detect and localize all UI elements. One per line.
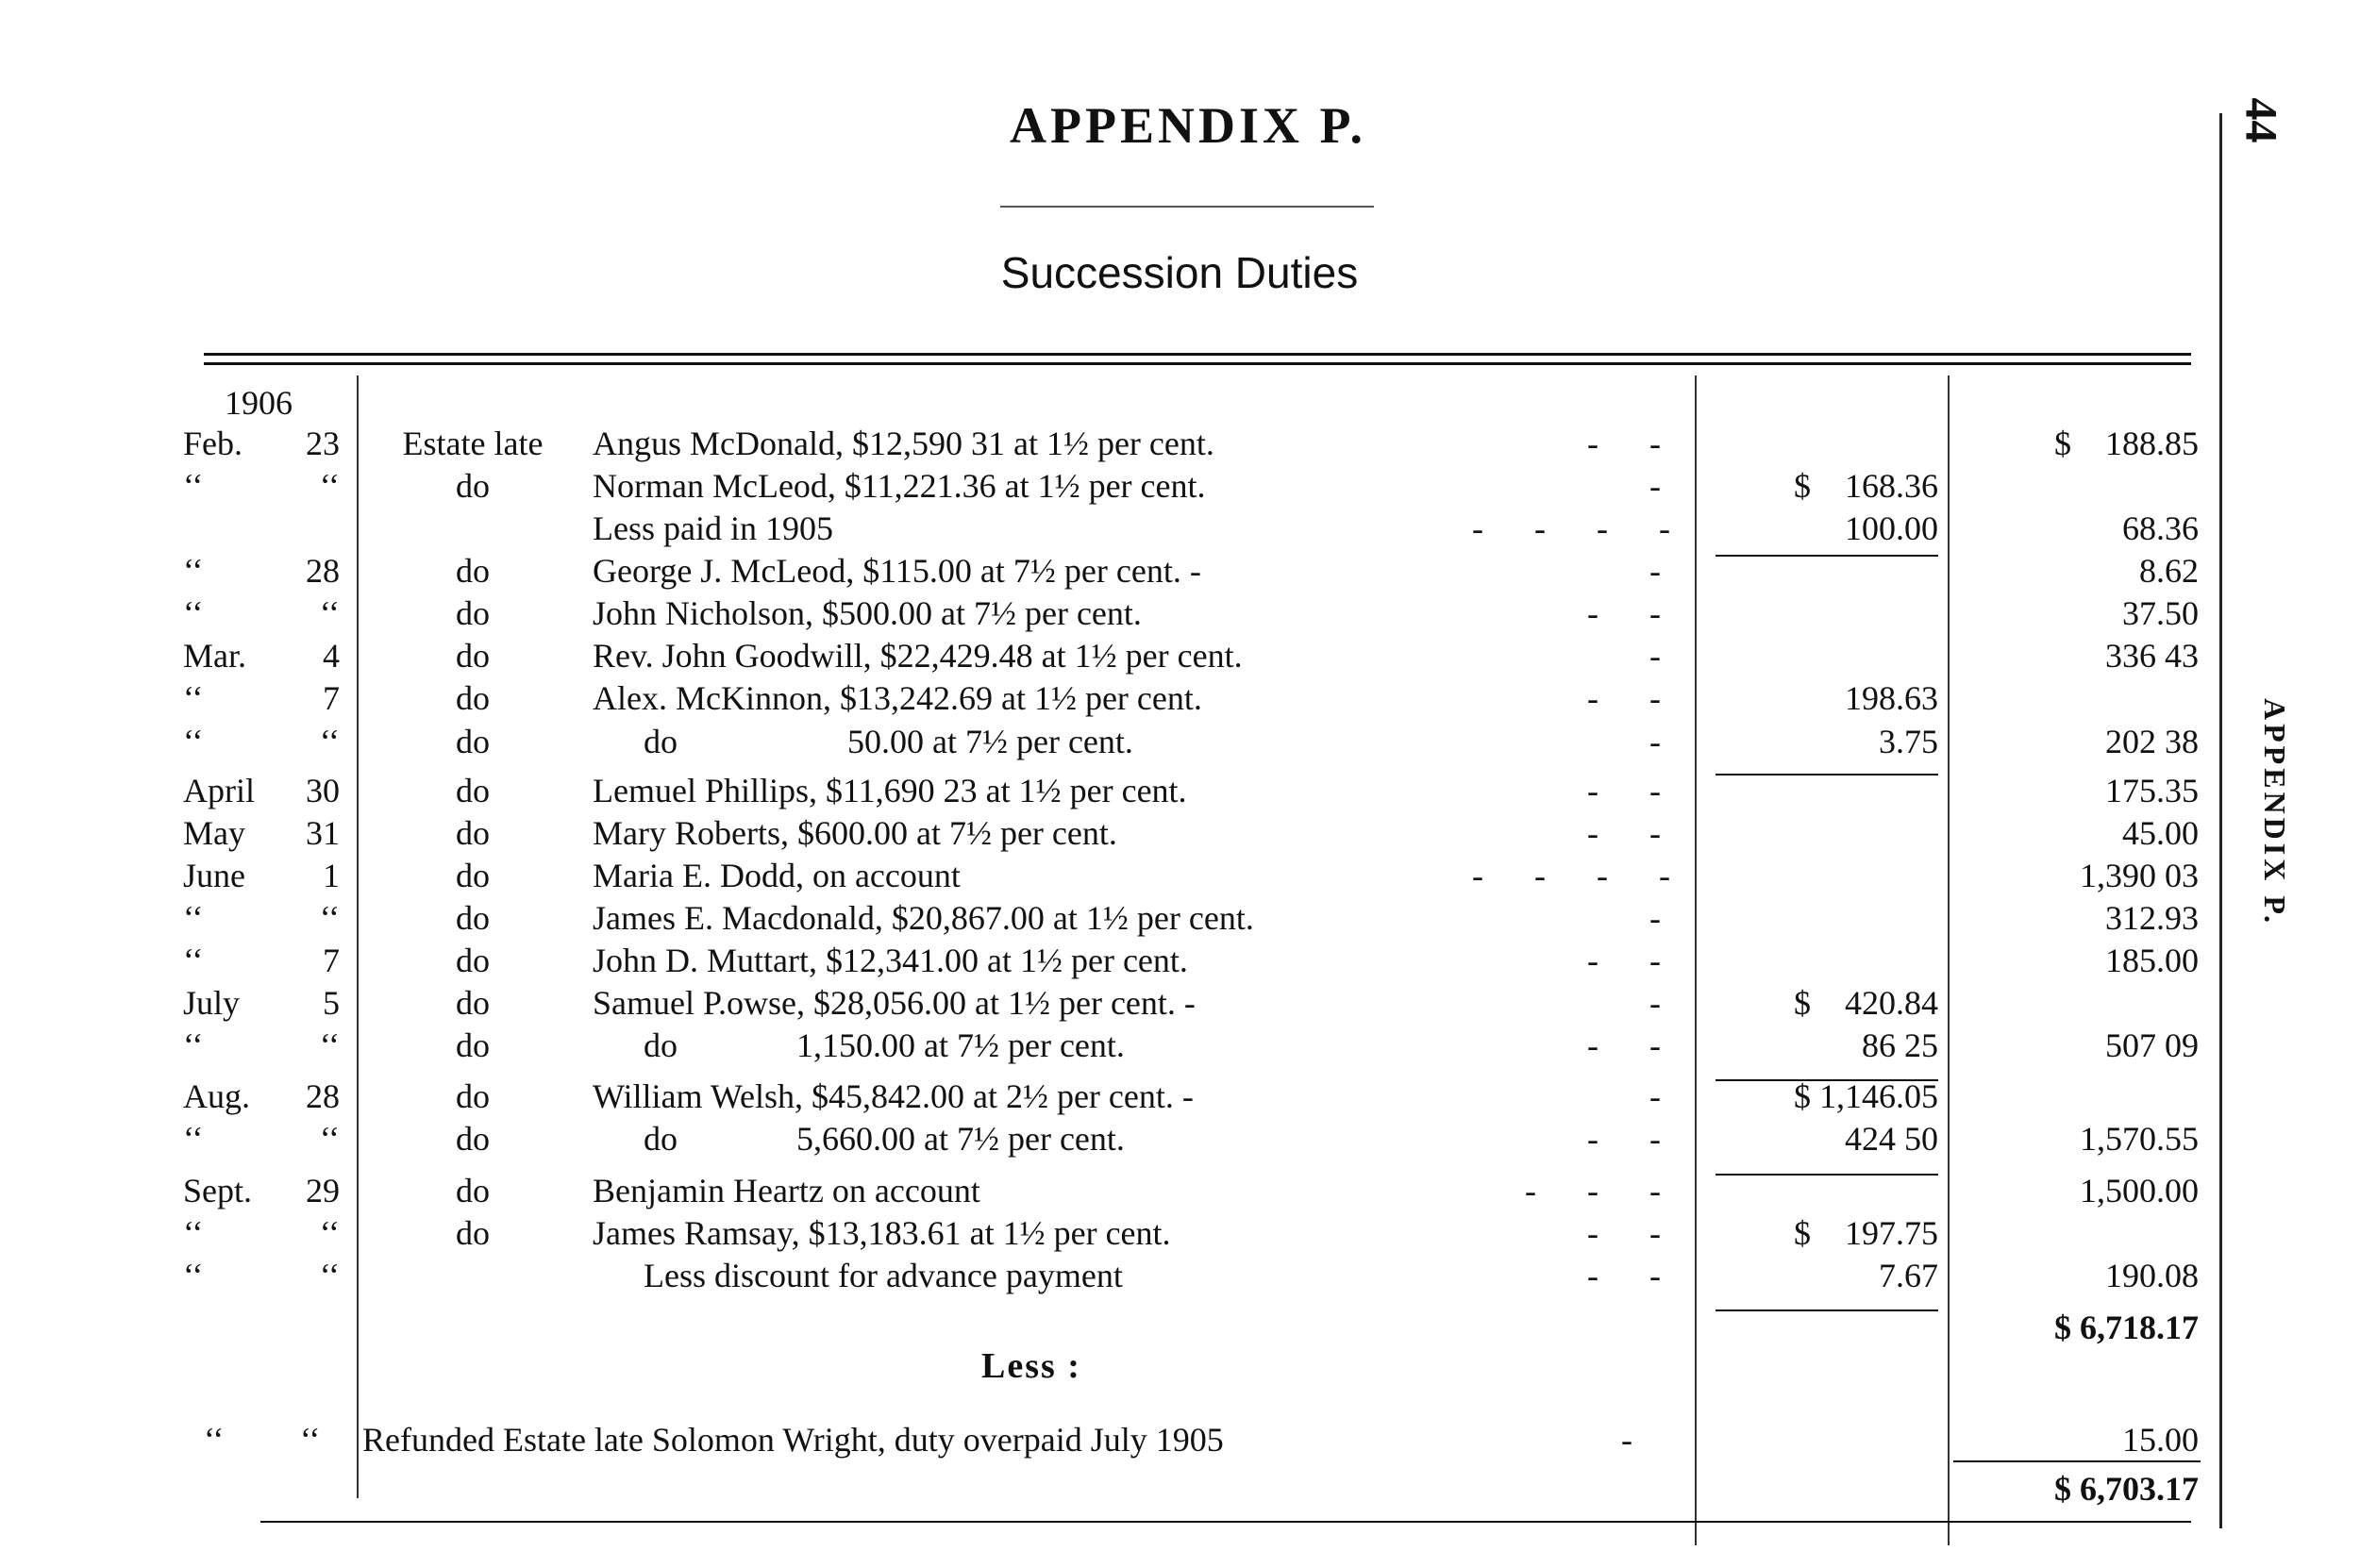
row-amount2: 175.35 — [2105, 772, 2199, 809]
ledger-year: 1906 — [225, 384, 293, 422]
row-amount2: 336 43 — [2105, 637, 2199, 675]
row-prefix: do — [456, 1214, 490, 1252]
row-dashes: - — [1649, 637, 1661, 675]
table-top-rule-2 — [204, 362, 2191, 365]
row-prefix: do — [456, 1120, 490, 1158]
row-month: ‘‘ — [183, 1120, 204, 1158]
page-edge-line — [2219, 113, 2222, 1528]
row-prefix: do — [456, 857, 490, 894]
grand-total: $ 6,703.17 — [2054, 1470, 2199, 1508]
subtotal-rule — [1716, 1309, 1938, 1311]
row-prefix: do — [456, 723, 490, 760]
row-prefix: do — [456, 1026, 490, 1064]
subtotal-rule — [1716, 774, 1938, 776]
row-month: ‘‘ — [183, 899, 204, 937]
subtotal-rule — [1716, 1079, 1938, 1081]
row-month: ‘‘ — [183, 679, 204, 717]
page-number: 44 — [2235, 97, 2286, 143]
row-name: do 5,660.00 at 7½ per cent. — [593, 1120, 1125, 1158]
row-prefix: do — [456, 594, 490, 632]
row-month: ‘‘ — [183, 594, 204, 632]
subtotal-amount: $ 6,718.17 — [2054, 1309, 2199, 1346]
row-amount1: $ 1,146.05 — [1794, 1077, 1938, 1115]
row-prefix: do — [456, 814, 490, 852]
row-dashes: - - — [1587, 679, 1661, 717]
row-day: 30 — [306, 772, 340, 809]
row-day: 7 — [323, 679, 340, 717]
row-day: 1 — [323, 857, 340, 894]
row-month: June — [183, 857, 245, 894]
row-dashes: - - - - — [1472, 509, 1670, 547]
row-day: ‘‘ — [319, 1257, 340, 1294]
row-amount1: $ 168.36 — [1794, 467, 1938, 505]
row-day: 7 — [323, 942, 340, 979]
row-prefix: do — [456, 942, 490, 979]
row-month: ‘‘ — [183, 723, 204, 760]
row-name: Benjamin Heartz on account — [593, 1172, 980, 1209]
row-dashes: - — [1649, 1077, 1661, 1115]
refund-day: ‘‘ — [300, 1421, 321, 1459]
row-name: Less paid in 1905 — [593, 509, 833, 547]
row-dashes: - - - - — [1472, 857, 1670, 894]
row-name: Samuel P.owse, $28,056.00 at 1½ per cent. - — [593, 984, 1196, 1022]
row-day: 5 — [323, 984, 340, 1022]
row-month: July — [183, 984, 241, 1022]
row-name: Lemuel Phillips, $11,690 23 at 1½ per cent. — [593, 772, 1187, 809]
refund-amount: 15.00 — [2122, 1421, 2199, 1459]
row-name: William Welsh, $45,842.00 at 2½ per cent. - — [593, 1077, 1194, 1115]
row-dashes: - — [1649, 899, 1661, 937]
row-month: ‘‘ — [183, 552, 204, 590]
row-day: ‘‘ — [319, 899, 340, 937]
row-prefix: do — [456, 1172, 490, 1209]
row-dashes: - — [1649, 552, 1661, 590]
row-day: ‘‘ — [319, 1120, 340, 1158]
row-prefix: do — [456, 637, 490, 675]
row-amount2: 45.00 — [2122, 814, 2199, 852]
row-name: do 1,150.00 at 7½ per cent. — [593, 1026, 1125, 1064]
row-amount2: 1,570.55 — [2080, 1120, 2199, 1158]
row-month: Mar. — [183, 637, 246, 675]
row-name: James Ramsay, $13,183.61 at 1½ per cent. — [593, 1214, 1171, 1252]
row-day: 4 — [323, 637, 340, 675]
row-amount1: 86 25 — [1862, 1026, 1938, 1064]
row-dashes: - — [1649, 467, 1661, 505]
row-month: April — [183, 772, 255, 809]
subamount-column-divider — [1948, 375, 1950, 1545]
row-day: 31 — [306, 814, 340, 852]
row-name: James E. Macdonald, $20,867.00 at 1½ per cent. — [593, 899, 1254, 937]
row-amount2: 507 09 — [2105, 1026, 2199, 1064]
row-day: ‘‘ — [319, 1026, 340, 1064]
row-dashes: - — [1649, 984, 1661, 1022]
row-name: Mary Roberts, $600.00 at 7½ per cent. — [593, 814, 1117, 852]
row-amount1: 3.75 — [1879, 723, 1938, 760]
row-dashes: - - — [1587, 1120, 1661, 1158]
row-name: Angus McDonald, $12,590 31 at 1½ per cent. — [593, 425, 1214, 462]
row-dashes: - - — [1587, 1257, 1661, 1294]
refund-dash: - — [1621, 1421, 1632, 1459]
detail-column-divider — [1695, 375, 1697, 1545]
row-amount2: 68.36 — [2122, 509, 2199, 547]
row-name: Norman McLeod, $11,221.36 at 1½ per cent. — [593, 467, 1206, 505]
table-top-rule — [204, 353, 2191, 356]
row-amount2: 202 38 — [2105, 723, 2199, 760]
page-subtitle: Succession Duties — [1000, 248, 1359, 297]
row-amount1: $ 420.84 — [1794, 984, 1938, 1022]
row-name: John Nicholson, $500.00 at 7½ per cent. — [593, 594, 1142, 632]
row-day: 28 — [306, 1077, 340, 1115]
row-day: 28 — [306, 552, 340, 590]
row-month: ‘‘ — [183, 467, 204, 505]
row-amount2: 37.50 — [2122, 594, 2199, 632]
row-month: ‘‘ — [183, 1257, 204, 1294]
row-month: ‘‘ — [183, 942, 204, 979]
row-amount1: $ 197.75 — [1794, 1214, 1938, 1252]
row-amount2: 190.08 — [2105, 1257, 2199, 1294]
row-dashes: - - — [1587, 772, 1661, 809]
row-amount1: 7.67 — [1879, 1257, 1938, 1294]
row-name: Alex. McKinnon, $13,242.69 at 1½ per cent. — [593, 679, 1202, 717]
row-amount2: $ 188.85 — [2054, 425, 2199, 462]
row-amount2: 185.00 — [2105, 942, 2199, 979]
total-rule — [1953, 1460, 2201, 1462]
row-prefix: do — [456, 899, 490, 937]
row-dashes: - - — [1587, 594, 1661, 632]
page-title: APPENDIX P. — [1009, 97, 1367, 154]
row-day: 29 — [306, 1172, 340, 1209]
row-prefix: do — [456, 467, 490, 505]
row-day: 23 — [306, 425, 340, 462]
row-prefix: do — [456, 984, 490, 1022]
row-dashes: - — [1649, 723, 1661, 760]
refund-text: Refunded Estate late Solomon Wright, duty overpaid July 1905 — [362, 1421, 1224, 1459]
row-month: ‘‘ — [183, 1214, 204, 1252]
row-dashes: - - - — [1525, 1172, 1661, 1209]
less-heading: Less : — [981, 1346, 1081, 1386]
row-month: Aug. — [183, 1077, 250, 1115]
row-amount1: 424 50 — [1845, 1120, 1938, 1158]
subtotal-rule — [1716, 555, 1938, 557]
row-amount2: 8.62 — [2139, 552, 2199, 590]
row-name: Less discount for advance payment — [593, 1257, 1123, 1294]
subtotal-rule — [1716, 1174, 1938, 1176]
row-month: May — [183, 814, 245, 852]
row-day: ‘‘ — [319, 467, 340, 505]
row-amount2: 312.93 — [2105, 899, 2199, 937]
row-name: George J. McLeod, $115.00 at 7½ per cent. - — [593, 552, 1201, 590]
row-dashes: - - — [1587, 1026, 1661, 1064]
row-name: Maria E. Dodd, on account — [593, 857, 961, 894]
row-prefix: do — [456, 1077, 490, 1115]
row-dashes: - - — [1587, 942, 1661, 979]
refund-month: ‘‘ — [204, 1421, 225, 1459]
title-divider — [1000, 206, 1374, 208]
row-day: ‘‘ — [319, 594, 340, 632]
row-name: Rev. John Goodwill, $22,429.48 at 1½ per cent. — [593, 637, 1243, 675]
row-dashes: - - — [1587, 425, 1661, 462]
row-prefix: Estate late — [402, 425, 544, 462]
row-prefix: do — [456, 552, 490, 590]
row-name: John D. Muttart, $12,341.00 at 1½ per cent. — [593, 942, 1188, 979]
row-prefix: do — [456, 679, 490, 717]
row-day: ‘‘ — [319, 723, 340, 760]
running-header: APPENDIX P. — [2258, 698, 2292, 926]
row-amount2: 1,500.00 — [2080, 1172, 2199, 1209]
row-month: Sept. — [183, 1172, 253, 1209]
row-dashes: - - — [1587, 814, 1661, 852]
row-day: ‘‘ — [319, 1214, 340, 1252]
date-column-divider — [357, 375, 359, 1498]
table-bottom-rule — [260, 1521, 2191, 1523]
row-amount1: 100.00 — [1845, 509, 1938, 547]
row-amount2: 1,390 03 — [2080, 857, 2199, 894]
row-prefix: do — [456, 772, 490, 809]
row-month: ‘‘ — [183, 1026, 204, 1064]
row-amount1: 198.63 — [1845, 679, 1938, 717]
row-month: Feb. — [183, 425, 243, 462]
row-name: do 50.00 at 7½ per cent. — [593, 723, 1133, 760]
row-dashes: - - — [1587, 1214, 1661, 1252]
